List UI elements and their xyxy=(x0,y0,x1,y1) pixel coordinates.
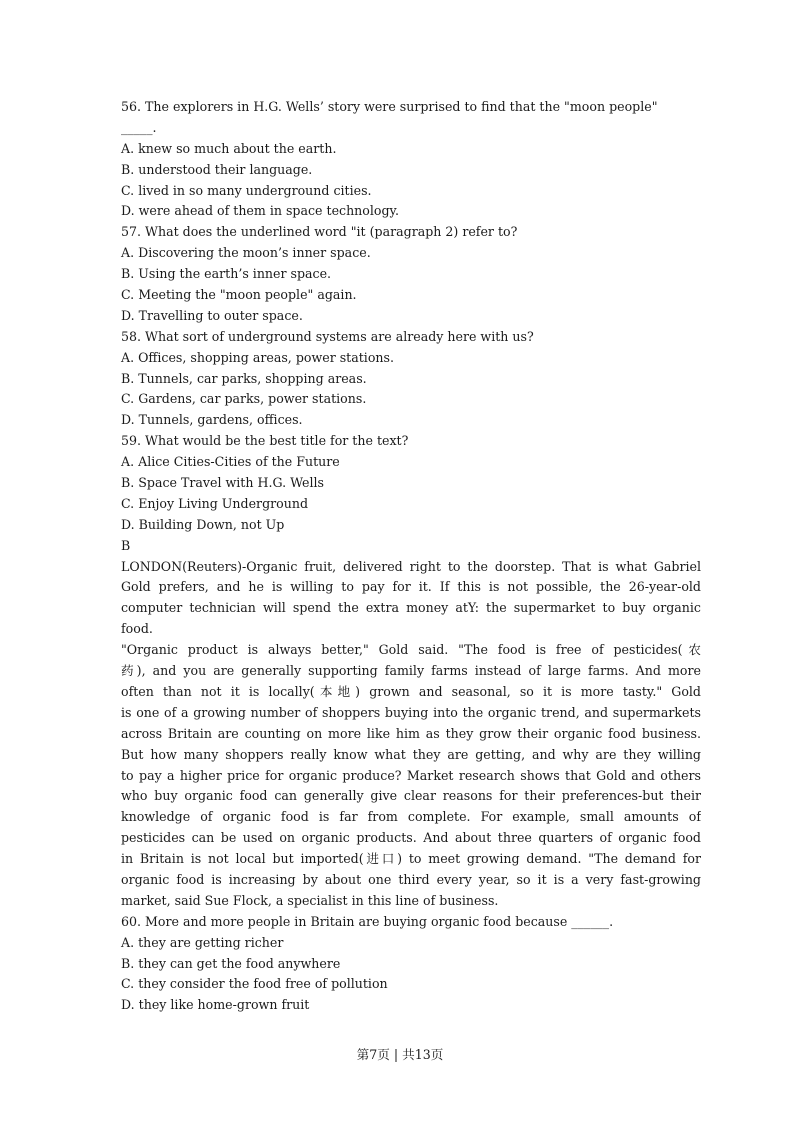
question-59-stem: 59. What would be the best title for the text? xyxy=(121,433,409,449)
question-58-option-a: A. Offices, shopping areas, power stations. xyxy=(121,349,394,365)
passage-b-line-12: who buy organic food can generally give clear reasons for their preferences-but their xyxy=(121,788,701,804)
passage-b-line-6: 药), and you are generally supporting family farms instead of large farms. And more xyxy=(121,663,701,679)
question-56-stem: 56. The explorers in H.G. Wells’ story were surprised to find that the "moon people" xyxy=(121,99,658,114)
question-57-option-a: A. Discovering the moon’s inner space. xyxy=(121,245,371,261)
question-56-option-c: C. lived in so many underground cities. xyxy=(121,182,372,198)
passage-b-line-9: across Britain are counting on more like him as they grow their organic food business. xyxy=(121,725,701,741)
question-57-option-b: B. Using the earth’s inner space. xyxy=(121,266,332,282)
passage-b-line-14: pesticides can be used on organic products. And about three quarters of organic food xyxy=(121,830,701,846)
passage-b-line-13: knowledge of organic food is far from complete. For example, small amounts of xyxy=(121,809,701,825)
question-58-stem: 58. What sort of underground systems are already here with us? xyxy=(121,328,534,344)
question-56-option-b: B. understood their language. xyxy=(121,161,313,177)
question-57-option-c: C. Meeting the "moon people" again. xyxy=(121,287,357,303)
passage-b-line-5: "Organic product is always better," Gold said. "The food is free of pesticides(农 xyxy=(121,642,701,658)
question-58-option-c: C. Gardens, car parks, power stations. xyxy=(121,391,367,407)
question-57-stem: 57. What does the underlined word "it (paragraph 2) refer to? xyxy=(121,224,518,240)
question-60-option-c: C. they consider the food free of pollution xyxy=(121,976,388,992)
question-58-option-b: B. Tunnels, car parks, shopping areas. xyxy=(121,370,367,386)
question-59-option-d: D. Building Down, not Up xyxy=(121,516,285,532)
question-60-option-b: B. they can get the food anywhere xyxy=(121,955,341,971)
question-56-option-d: D. were ahead of them in space technology. xyxy=(121,203,399,219)
passage-b-line-15: in Britain is not local but imported(进口) to meet growing demand. "The demand for xyxy=(121,851,701,867)
page-footer: 第7页 | 共13页 xyxy=(356,1047,444,1062)
question-58-option-d: D. Tunnels, gardens, offices. xyxy=(121,412,303,428)
passage-b-line-3: computer technician will spend the extra money atY: the supermarket to buy organic xyxy=(121,600,701,616)
passage-b-line-1: LONDON(Reuters)-Organic fruit, delivered right to the doorstep. That is what Gabriel xyxy=(121,558,701,574)
passage-b-line-2: Gold prefers, and he is willing to pay for it. If this is not possible, the 26-year-old xyxy=(121,579,701,595)
passage-b-heading: B xyxy=(121,537,131,553)
question-57-option-d: D. Travelling to outer space. xyxy=(121,307,303,323)
passage-b-line-4: food. xyxy=(121,621,153,637)
question-60-option-a: A. they are getting richer xyxy=(121,934,284,950)
question-60-option-d: D. they like home-grown fruit xyxy=(121,997,310,1013)
document-body xyxy=(121,97,701,1016)
question-59-option-b: B. Space Travel with H.G. Wells xyxy=(121,475,324,491)
passage-b-line-16: organic food is increasing by about one third every year, so it is a very fast-growing xyxy=(121,871,701,887)
question-60-stem: 60. More and more people in Britain are buying organic food because ______. xyxy=(121,913,614,929)
question-56-option-a: A. knew so much about the earth. xyxy=(121,140,337,156)
passage-b-line-17: market, said Sue Flock, a specialist in this line of business. xyxy=(121,892,499,908)
passage-b-line-7: often than not it is locally(本地) grown and seasonal, so it is more tasty." Gold xyxy=(121,683,701,699)
question-56-blank: _____. xyxy=(121,119,157,135)
passage-b-line-10: But how many shoppers really know what they are getting, and why are they willing xyxy=(121,746,701,762)
question-59-option-a: A. Alice Cities-Cities of the Future xyxy=(121,454,340,470)
passage-b-line-8: is one of a growing number of shoppers buying into the organic trend, and supermarkets xyxy=(121,704,701,720)
passage-b-line-11: to pay a higher price for organic produce? Market research shows that Gold and others xyxy=(121,767,701,783)
question-59-option-c: C. Enjoy Living Underground xyxy=(121,495,309,511)
